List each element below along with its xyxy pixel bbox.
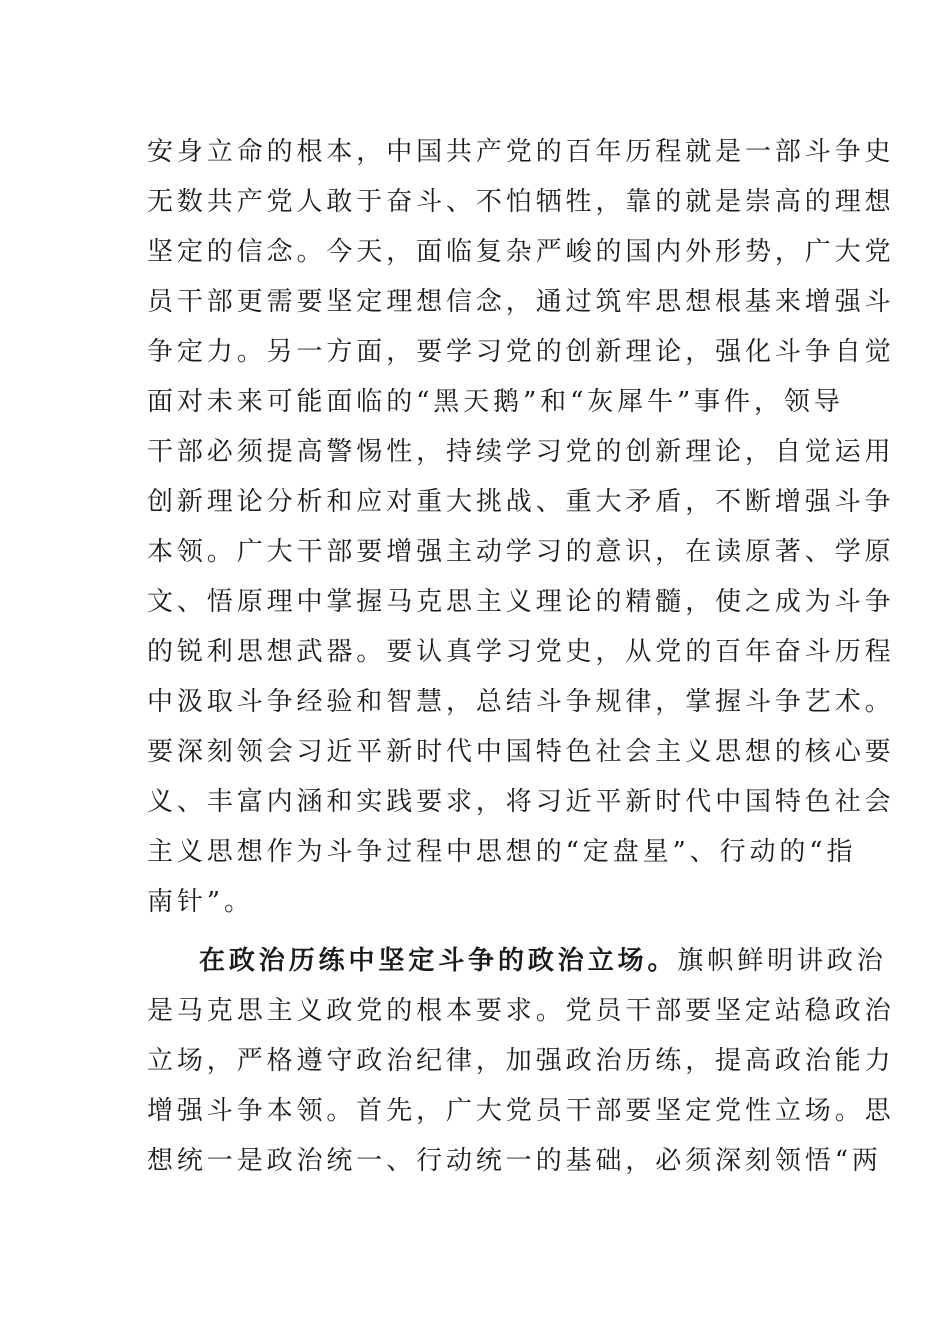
text-line: 增强斗争本领。首先，广大党员干部要坚定党性立场。思 <box>147 1096 895 1126</box>
text-line: 立场，严格遵守政治纪律，加强政治历练，提高政治能力 <box>147 1046 895 1076</box>
text-line: 中汲取斗争经验和智慧，总结斗争规律，掌握斗争艺术。 <box>147 687 895 717</box>
text-line: 面对未来可能面临的“黑天鹅”和“灰犀牛”事件，领导 <box>147 387 844 417</box>
heading-line-rest: 旗帜鲜明讲政治 <box>677 946 887 976</box>
text-line: 无数共产党人敢于奋斗、不怕牺牲，靠的就是崇高的理想 <box>147 187 895 217</box>
text-line: 创新理论分析和应对重大挑战、重大矛盾，不断增强斗争 <box>147 487 895 517</box>
paragraph-1 <box>147 127 895 927</box>
paragraph-first-line <box>147 936 887 986</box>
text-line: 文、悟原理中掌握马克思主义理论的精髓，使之成为斗争 <box>147 587 895 617</box>
text-line: 坚定的信念。今天，面临复杂严峻的国内外形势，广大党 <box>147 237 895 267</box>
text-line: 是马克思主义政党的根本要求。党员干部要坚定站稳政治 <box>147 996 895 1026</box>
text-line: 的锐利思想武器。要认真学习党史，从党的百年奋斗历程 <box>147 637 895 667</box>
text-line: 安身立命的根本，中国共产党的百年历程就是一部斗争史 <box>147 137 895 167</box>
text-line: 想统一是政治统一、行动统一的基础，必须深刻领悟“两 <box>147 1146 882 1176</box>
text-line: 要深刻领会习近平新时代中国特色社会主义思想的核心要 <box>147 737 895 767</box>
text-line: 义、丰富内涵和实践要求，将习近平新时代中国特色社会 <box>147 787 895 817</box>
text-line: 南针”。 <box>147 887 254 917</box>
paragraph-heading: 在政治历练中坚定斗争的政治立场。 <box>199 946 678 976</box>
text-line: 本领。广大干部要增强主动学习的意识，在读原著、学原 <box>147 537 895 567</box>
text-line: 主义思想作为斗争过程中思想的“定盘星”、行动的“指 <box>147 837 857 867</box>
paragraph-2 <box>147 936 895 1186</box>
text-line: 干部必须提高警惕性，持续学习党的创新理论，自觉运用 <box>147 437 895 467</box>
text-line: 争定力。另一方面，要学习党的创新理论，强化斗争自觉 <box>147 337 895 367</box>
text-line: 员干部更需要坚定理想信念，通过筑牢思想根基来增强斗 <box>147 287 895 317</box>
